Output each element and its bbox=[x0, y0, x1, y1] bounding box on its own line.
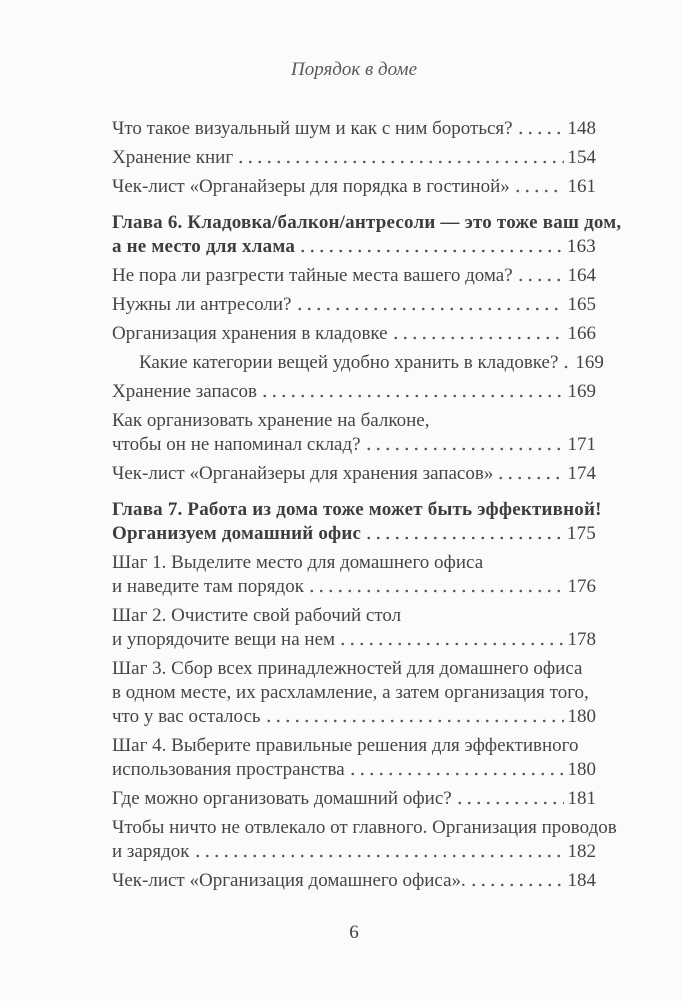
toc-entry-title: Чек-лист «Органайзеры для порядка в гостиной» bbox=[112, 176, 510, 197]
toc-line bbox=[112, 211, 622, 235]
table-of-contents bbox=[112, 117, 622, 898]
toc-entry-title: Чек-лист «Органайзеры для хранения запасов» bbox=[112, 463, 494, 484]
toc-line bbox=[112, 787, 596, 811]
toc-line bbox=[112, 816, 617, 840]
toc-entry-title: что у вас осталось bbox=[112, 706, 261, 727]
dot-leader bbox=[364, 522, 563, 546]
toc-line bbox=[112, 117, 596, 141]
dot-leader bbox=[516, 264, 564, 288]
toc-entry bbox=[112, 551, 596, 599]
toc-entry-title: Глава 7. Работа из дома тоже может быть эффективной! bbox=[112, 499, 602, 520]
toc-entry-title: Что такое визуальный шум и как с ним бороться? bbox=[112, 118, 513, 139]
toc-entry-page-number: 165 bbox=[567, 294, 596, 315]
toc-entry-page-number: 171 bbox=[567, 434, 596, 455]
toc-line bbox=[112, 235, 596, 259]
toc-entry-title: и наведите там порядок bbox=[112, 576, 304, 597]
dot-leader bbox=[307, 575, 564, 599]
dot-leader bbox=[298, 235, 563, 259]
toc-line bbox=[112, 657, 596, 681]
toc-line bbox=[112, 433, 596, 457]
dot-leader bbox=[193, 840, 564, 864]
toc-line bbox=[112, 575, 596, 599]
toc-entry-page-number: 164 bbox=[567, 265, 596, 286]
toc-entry-page-number: 169 bbox=[575, 352, 604, 373]
toc-entry bbox=[112, 787, 596, 811]
toc-entry-title: Организуем домашний офис bbox=[112, 523, 362, 544]
toc-entry-title: и упорядочите вещи на нем bbox=[112, 629, 336, 650]
toc-entry-page-number: 166 bbox=[567, 323, 596, 344]
toc-line bbox=[112, 146, 596, 170]
toc-entry bbox=[112, 351, 604, 375]
dot-leader bbox=[295, 293, 564, 317]
dot-leader bbox=[391, 322, 564, 346]
toc-line bbox=[112, 380, 596, 404]
toc-line bbox=[112, 734, 596, 758]
toc-entry bbox=[112, 462, 596, 486]
toc-line bbox=[112, 409, 596, 433]
running-head: Порядок в доме bbox=[291, 59, 417, 80]
toc-entry-page-number: 161 bbox=[567, 176, 596, 197]
toc-entry-title: Шаг 3. Сбор всех принадлежностей для домашнего офиса bbox=[112, 658, 583, 679]
toc-entry bbox=[112, 657, 596, 729]
toc-entry bbox=[112, 117, 596, 141]
toc-line bbox=[112, 293, 596, 317]
toc-entry-title: Шаг 2. Очистите свой рабочий стол bbox=[112, 605, 402, 626]
toc-entry-title: чтобы он не напоминал склад? bbox=[112, 434, 361, 455]
toc-line bbox=[139, 351, 604, 375]
toc-entry-title: Шаг 1. Выделите место для домашнего офиса bbox=[112, 552, 484, 573]
toc-entry-title: Хранение книг bbox=[112, 147, 234, 168]
toc-entry-title: а не место для хлама bbox=[112, 236, 296, 257]
toc-entry-page-number: 184 bbox=[567, 870, 596, 891]
dot-leader bbox=[455, 787, 564, 811]
toc-chapter-entry bbox=[112, 211, 622, 259]
dot-leader bbox=[516, 117, 564, 141]
toc-line bbox=[112, 498, 602, 522]
toc-entry-page-number: 169 bbox=[567, 381, 596, 402]
dot-leader bbox=[364, 433, 564, 457]
toc-line bbox=[112, 758, 596, 782]
toc-line bbox=[112, 869, 596, 893]
toc-entry-page-number: 180 bbox=[567, 706, 596, 727]
toc-entry-page-number: 154 bbox=[567, 147, 596, 168]
dot-leader bbox=[561, 351, 571, 375]
toc-entry bbox=[112, 293, 596, 317]
toc-entry-page-number: 176 bbox=[567, 576, 596, 597]
toc-line bbox=[112, 705, 596, 729]
toc-entry bbox=[112, 380, 596, 404]
toc-entry-title: в одном месте, их расхламление, а затем организация того, bbox=[112, 682, 589, 703]
dot-leader bbox=[469, 869, 564, 893]
toc-line bbox=[112, 840, 596, 864]
toc-entry-title: и зарядок bbox=[112, 841, 190, 862]
toc-line bbox=[112, 681, 596, 705]
toc-entry-title: Где можно организовать домашний офис? bbox=[112, 788, 452, 809]
dot-leader bbox=[348, 758, 564, 782]
dot-leader bbox=[264, 705, 564, 729]
toc-entry bbox=[112, 409, 596, 457]
toc-line bbox=[112, 322, 596, 346]
dot-leader bbox=[513, 175, 564, 199]
toc-entry-page-number: 163 bbox=[566, 236, 596, 257]
toc-line bbox=[112, 628, 596, 652]
toc-entry bbox=[112, 816, 617, 864]
toc-entry-page-number: 178 bbox=[567, 629, 596, 650]
toc-entry-title: Глава 6. Кладовка/балкон/антресоли — это тоже ваш дом, bbox=[112, 212, 622, 233]
toc-entry-title: Шаг 4. Выберите правильные решения для эффективного bbox=[112, 735, 579, 756]
toc-line bbox=[112, 604, 596, 628]
toc-entry bbox=[112, 322, 596, 346]
toc-line bbox=[112, 175, 596, 199]
toc-entry-title: Не пора ли разгрести тайные места вашего дома? bbox=[112, 265, 513, 286]
dot-leader bbox=[236, 146, 563, 170]
toc-entry bbox=[112, 734, 596, 782]
dot-leader bbox=[260, 380, 564, 404]
toc-entry-title: Какие категории вещей удобно хранить в кладовке? bbox=[139, 352, 559, 373]
toc-line bbox=[112, 462, 596, 486]
toc-entry-page-number: 148 bbox=[567, 118, 596, 139]
toc-entry-page-number: 180 bbox=[567, 759, 596, 780]
page-number: 6 bbox=[349, 922, 359, 943]
toc-entry-page-number: 175 bbox=[566, 523, 596, 544]
toc-entry-page-number: 174 bbox=[567, 463, 596, 484]
toc-line bbox=[112, 551, 596, 575]
toc-entry-title: Чтобы ничто не отвлекало от главного. Организация проводов bbox=[112, 817, 617, 838]
toc-entry-title: Как организовать хранение на балконе, bbox=[112, 410, 430, 431]
toc-entry bbox=[112, 146, 596, 170]
toc-entry bbox=[112, 264, 596, 288]
toc-chapter-entry bbox=[112, 498, 602, 546]
toc-entry-title: Нужны ли антресоли? bbox=[112, 294, 292, 315]
dot-leader bbox=[338, 628, 563, 652]
toc-line bbox=[112, 264, 596, 288]
toc-entry-page-number: 181 bbox=[567, 788, 596, 809]
toc-entry-page-number: 182 bbox=[567, 841, 596, 862]
toc-entry-title: Чек-лист «Организация домашнего офиса». bbox=[112, 870, 466, 891]
toc-entry bbox=[112, 604, 596, 652]
dot-leader bbox=[496, 462, 563, 486]
toc-entry-title: Организация хранения в кладовке bbox=[112, 323, 388, 344]
toc-entry bbox=[112, 175, 596, 199]
toc-line bbox=[112, 522, 596, 546]
toc-entry bbox=[112, 869, 596, 893]
toc-entry-title: использования пространства bbox=[112, 759, 345, 780]
toc-entry-title: Хранение запасов bbox=[112, 381, 257, 402]
